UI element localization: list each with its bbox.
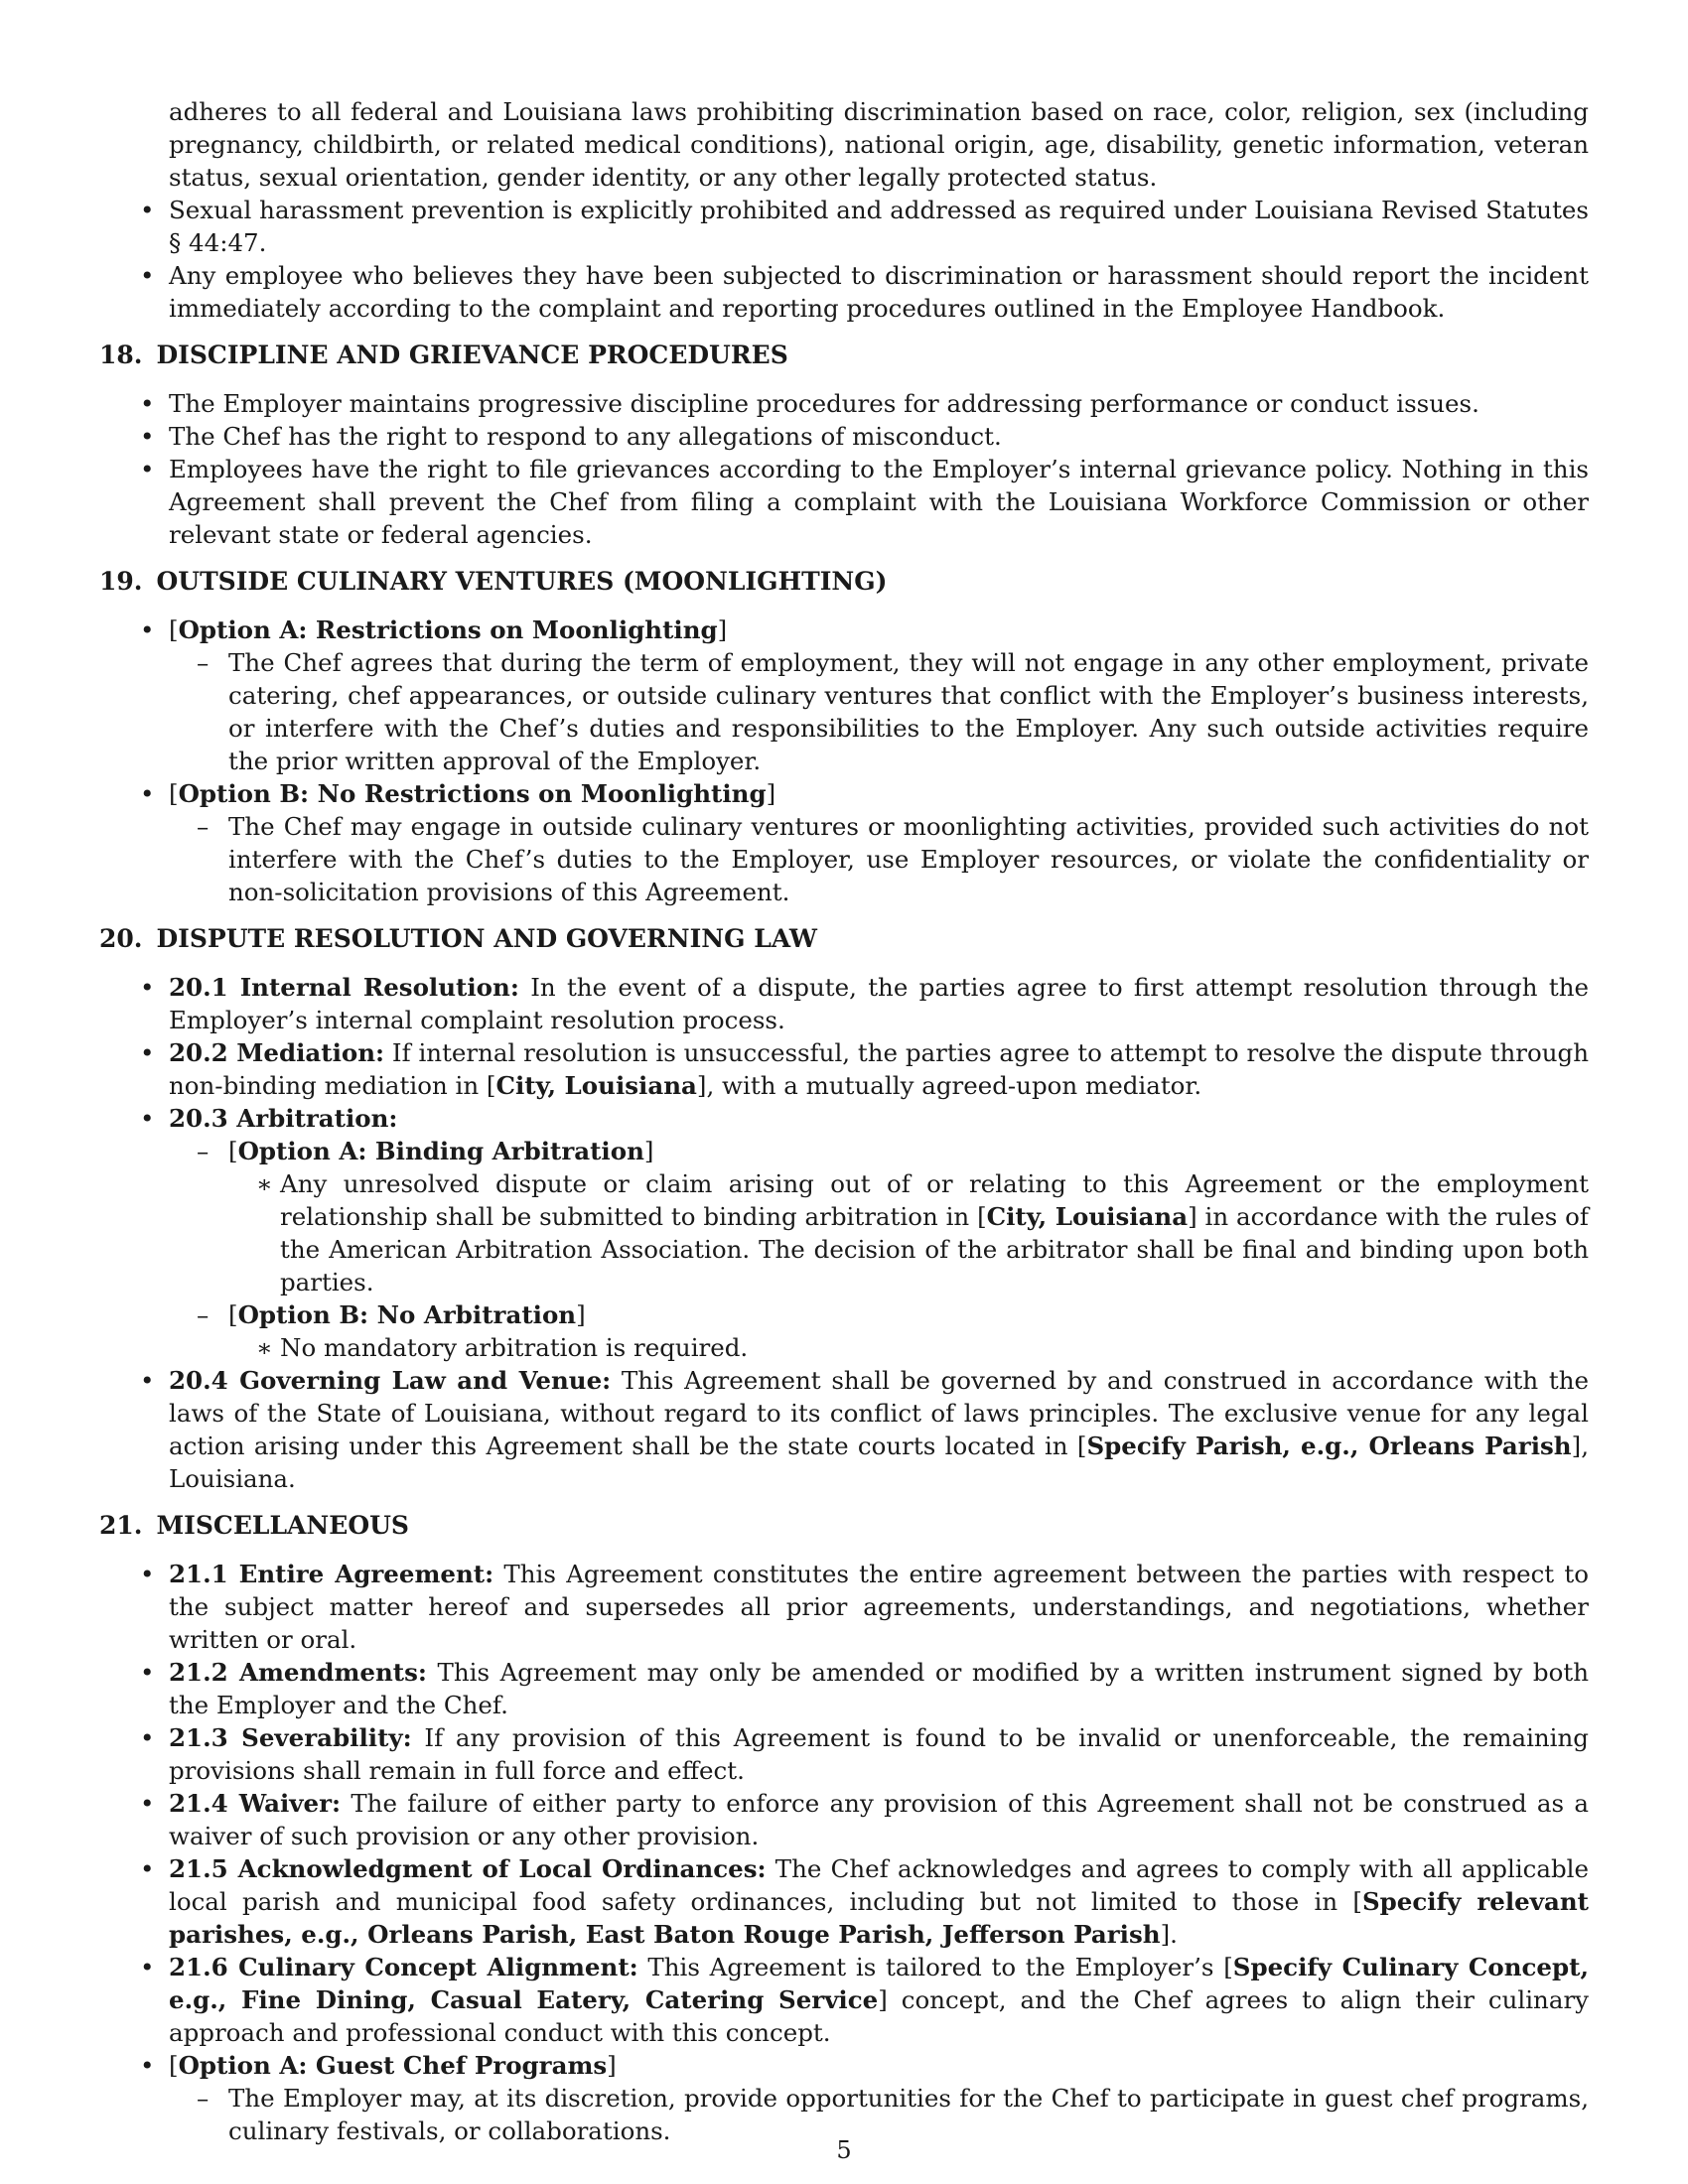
sub-list-item: – The Chef agrees that during the term of employment, they will not engage in any other employment, private catering, chef appearances, or outside culinary ventures that conflict with the Employer’s business interests, or interfere with the Chef’s duties and responsibilities to the Employer. Any such outside activities require the prior written approval of the Employer. xyxy=(99,646,1589,777)
clause-label: 20.2 Mediation: xyxy=(169,1038,385,1067)
section-title: DISCIPLINE AND GRIEVANCE PROCEDURES xyxy=(156,341,788,369)
clause-label: 21.2 Amendments: xyxy=(169,1658,427,1687)
option-label: Option A: Restrictions on Moonlighting xyxy=(178,615,718,644)
clause-20-1 xyxy=(99,971,1589,1036)
clause-label: 20.4 Governing Law and Venue: xyxy=(169,1366,612,1395)
section-21-heading xyxy=(99,1509,1589,1542)
section-19-heading xyxy=(99,565,1589,598)
clause-21-2 xyxy=(99,1656,1589,1721)
clause-text: If any provision of this Agreement is found to be invalid or unenforceable, the remaining provisions shall remain in full force and effect. xyxy=(169,1723,1589,1785)
section-18-list xyxy=(99,387,1589,551)
clause-20-4: • 20.4 Governing Law and Venue: This Agreement shall be governed by and construed in accordance with the laws of the State of Louisiana, without regard to its conflict of laws principles. The exclusive venue for any legal action arising under this Agreement shall be the state courts located in [Specify Parish, e.g., Orleans Parish], Louisiana. xyxy=(99,1364,1589,1495)
option-label: Option A: Guest Chef Programs xyxy=(178,2051,608,2080)
clause-label: 21.3 Severability: xyxy=(169,1723,412,1752)
clause-label: 21.5 Acknowledgment of Local Ordinances: xyxy=(169,1854,767,1883)
page-number: 5 xyxy=(836,2136,852,2164)
continued-paragraph: adheres to all federal and Louisiana laws prohibiting discrimination based on race, color, religion, sex (including pregnancy, childbirth, or related medical conditions), national origin, age, disability, genetic information, veteran status, sexual orientation, gender identity, or any other legally protected status. xyxy=(169,97,1589,192)
option-label: Option B: No Arbitration xyxy=(237,1300,577,1329)
clause-text: This Agreement constitutes the entire agreement between the parties with respect to the subject matter hereof and supersedes all prior agreements, understandings, and negotiations, whether written or oral. xyxy=(169,1560,1589,1654)
section-title: DISPUTE RESOLUTION AND GOVERNING LAW xyxy=(156,924,818,953)
clause-text: If internal resolution is unsuccessful, the parties agree to attempt to resolve the dispute through non-binding mediation in xyxy=(169,1038,1589,1100)
clause-text: concept, and the Chef agrees to align their culinary approach and professional conduct with this concept. xyxy=(169,1985,1589,2047)
option-b-item: – [Option B: No Arbitration] xyxy=(99,1298,1589,1331)
clause-text: The Chef acknowledges and agrees to comply with all applicable local parish and municipal food safety ordinances, including but not limited to those in xyxy=(169,1854,1590,1916)
document-page xyxy=(99,95,1589,2147)
list-item: • Sexual harassment prevention is explicitly prohibited and addressed as required under Louisiana Revised Statutes § 44:47. xyxy=(99,194,1589,259)
section-number: 19. xyxy=(99,567,143,596)
section-title: OUTSIDE CULINARY VENTURES (MOONLIGHTING) xyxy=(156,567,888,596)
clause-label: 20.1 Internal Resolution: xyxy=(169,973,519,1002)
placeholder-field: Specify Culinary Concept, e.g., Fine Dining, Casual Eatery, Catering Service xyxy=(169,1953,1589,2014)
section-number: 18. xyxy=(99,341,143,369)
clause-label: 21.4 Waiver: xyxy=(169,1789,342,1818)
clause-21-3 xyxy=(99,1721,1589,1787)
section-18-heading xyxy=(99,339,1589,371)
clause-text: Any unresolved dispute or claim arising out of or relating to this Agreement or the employment relationship shall be submitted to binding arbitration in xyxy=(280,1169,1589,1231)
clause-21-6: • 21.6 Culinary Concept Alignment: This Agreement is tailored to the Employer’s [Specify Culinary Concept, e.g., Fine Dining, Casual Eatery, Catering Service] concept, and the Chef agrees to align their culinary approach and professional conduct with this concept. xyxy=(99,1951,1589,2049)
option-label: Option B: No Restrictions on Moonlighting xyxy=(178,779,767,808)
intro-bullet-list xyxy=(99,194,1589,325)
clause-21-5: • 21.5 Acknowledgment of Local Ordinances: The Chef acknowledges and agrees to comply with all applicable local parish and municipal food safety ordinances, including but not limited to those in [Specify relevant parishes, e.g., Orleans Parish, East Baton Rouge Parish, Jefferson Parish]. xyxy=(99,1852,1589,1951)
section-20-heading xyxy=(99,922,1589,955)
clause-label: 20.3 Arbitration: xyxy=(169,1104,398,1133)
option-label: Option A: Binding Arbitration xyxy=(237,1137,644,1165)
sub-list-item: – The Employer may, at its discretion, provide opportunities for the Chef to participate in guest chef programs, culinary festivals, or collaborations. xyxy=(99,2082,1589,2147)
section-19-list xyxy=(99,614,1589,908)
clause-text: The failure of either party to enforce any provision of this Agreement shall not be construed as a waiver of such provision or any other provision. xyxy=(169,1789,1589,1850)
section-20-list xyxy=(99,971,1589,1495)
sub-sub-list-item: ∗ Any unresolved dispute or claim arising out of or relating to this Agreement or the employment relationship shall be submitted to binding arbitration in [City, Louisiana] in accordance with the rules of the American Arbitration Association. The decision of the arbitrator shall be final and binding upon both parties. xyxy=(99,1167,1589,1298)
clause-text: . xyxy=(1170,1920,1178,1949)
section-number: 20. xyxy=(99,924,143,953)
sub-sub-list-item: ∗ No mandatory arbitration is required. xyxy=(99,1331,1589,1364)
clause-20-3 xyxy=(99,1102,1589,1135)
clause-label: 21.6 Culinary Concept Alignment: xyxy=(169,1953,638,1981)
clause-21-1 xyxy=(99,1558,1589,1656)
clause-text: , with a mutually agreed-upon mediator. xyxy=(706,1071,1202,1100)
clause-text: , Louisiana. xyxy=(169,1432,1589,1493)
clause-text: in accordance with the rules of the American Arbitration Association. The decision of the arbitrator shall be final and binding upon both parties. xyxy=(280,1202,1589,1297)
list-item: • The Employer maintains progressive discipline procedures for addressing performance or conduct issues. xyxy=(99,387,1589,420)
sub-list-item: – The Chef may engage in outside culinary ventures or moonlighting activities, provided such activities do not interfere with the Chef’s duties to the Employer, use Employer resources, or violate the confidentiality or non-solicitation provisions of this Agreement. xyxy=(99,810,1589,908)
placeholder-field: Specify relevant parishes, e.g., Orleans Parish, East Baton Rouge Parish, Jefferson Parish xyxy=(169,1887,1589,1949)
clause-text: In the event of a dispute, the parties agree to first attempt resolution through the Employer’s internal complaint resolution process. xyxy=(169,973,1589,1034)
section-21-list xyxy=(99,1558,1589,2147)
placeholder-field: Specify Parish, e.g., Orleans Parish xyxy=(1086,1432,1572,1460)
option-b-item: • [Option B: No Restrictions on Moonlighting] xyxy=(99,777,1589,810)
clause-20-2: • 20.2 Mediation: If internal resolution is unsuccessful, the parties agree to attempt to resolve the dispute through non-binding mediation in [City, Louisiana], with a mutually agreed-upon mediator. xyxy=(99,1036,1589,1102)
clause-text: This Agreement shall be governed by and construed in accordance with the laws of the State of Louisiana, without regard to its conflict of laws principles. The exclusive venue for any legal action arising under this Agreement shall be the state courts located in xyxy=(169,1366,1589,1460)
list-item: • The Chef has the right to respond to any allegations of misconduct. xyxy=(99,420,1589,453)
section-number: 21. xyxy=(99,1511,143,1540)
section-title: MISCELLANEOUS xyxy=(156,1511,409,1540)
list-item: • Any employee who believes they have been subjected to discrimination or harassment should report the incident immediately according to the complaint and reporting procedures outlined in the Employee Handbook. xyxy=(99,259,1589,325)
clause-text: This Agreement is tailored to the Employer’s xyxy=(637,1953,1224,1981)
clause-21-4 xyxy=(99,1787,1589,1852)
placeholder-field: City, Louisiana xyxy=(986,1202,1189,1231)
option-a-item: – [Option A: Binding Arbitration] xyxy=(99,1135,1589,1167)
option-a-item: • [Option A: Guest Chef Programs] xyxy=(99,2049,1589,2082)
list-item: • Employees have the right to file grievances according to the Employer’s internal grievance policy. Nothing in this Agreement shall prevent the Chef from filing a complaint with the Louisiana Workforce Commission or other relevant state or federal agencies. xyxy=(99,453,1589,551)
clause-text: This Agreement may only be amended or modified by a written instrument signed by both the Employer and the Chef. xyxy=(169,1658,1589,1719)
placeholder-field: City, Louisiana xyxy=(495,1071,697,1100)
clause-label: 21.1 Entire Agreement: xyxy=(169,1560,494,1588)
option-a-item: • [Option A: Restrictions on Moonlighting] xyxy=(99,614,1589,646)
